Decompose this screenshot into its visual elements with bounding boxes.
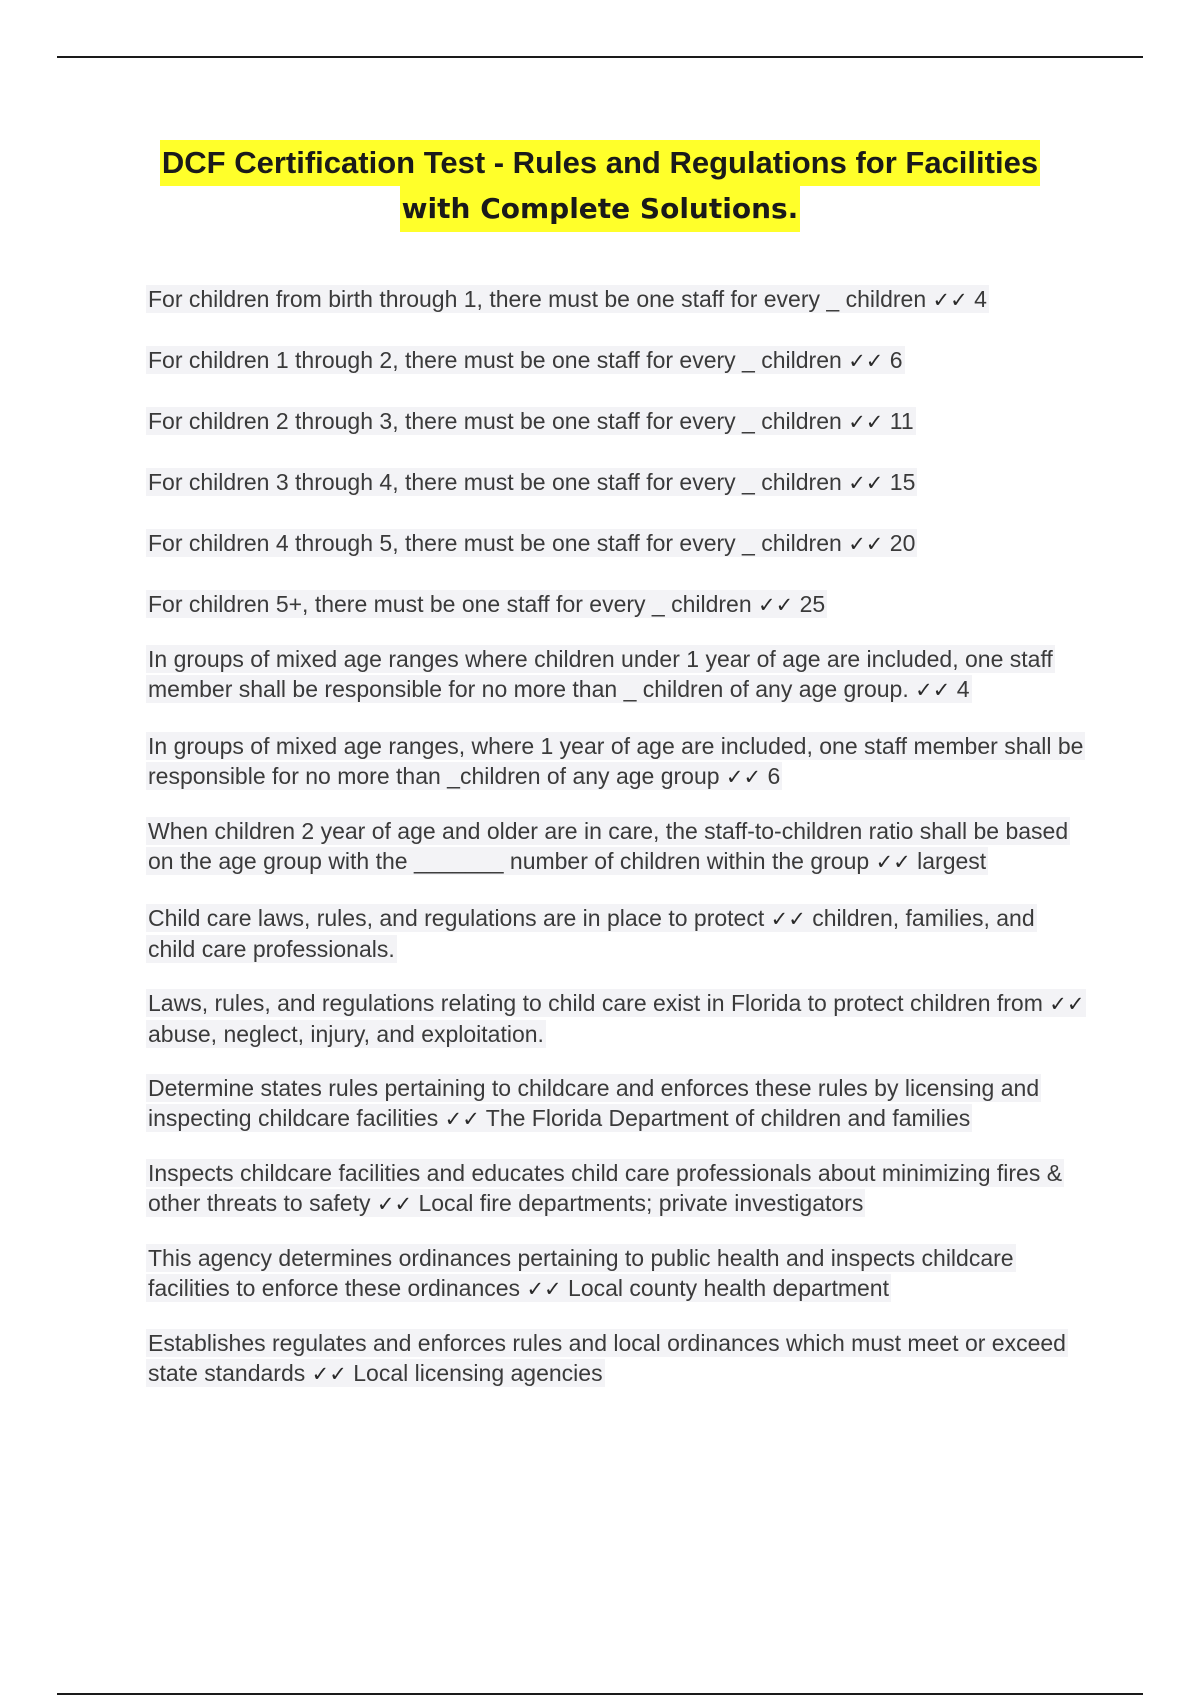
qa-text: [146, 1159, 1064, 1217]
qa-item: [146, 988, 1086, 1049]
question: In groups of mixed age ranges, where 1 year of age are included, one staff member shall be responsible for no more than _children of any age group: [148, 733, 1084, 789]
answer: 6: [767, 763, 781, 789]
question: Child care laws, rules, and regulations are in place to protect: [148, 905, 765, 931]
question: Laws, rules, and regulations relating to child care exist in Florida to protect children from: [148, 990, 1043, 1016]
qa-text: [146, 407, 916, 435]
qa-item: [146, 284, 1086, 315]
question: Establishes regulates and enforces rules and local ordinances which must meet or exceed state standards: [148, 1330, 1066, 1386]
qa-item: [146, 589, 1086, 620]
qa-item: [146, 1158, 1086, 1219]
question: For children 2 through 3, there must be one staff for every _ children: [148, 408, 842, 434]
answer: Local county health department: [568, 1275, 889, 1301]
qa-item: [146, 1243, 1086, 1304]
qa-text: [146, 989, 1086, 1048]
qa-item: [146, 816, 1086, 877]
title-line-2: with Complete Solutions.: [400, 186, 801, 232]
answer: 15: [889, 469, 916, 495]
check-icon: ✓✓: [770, 907, 806, 931]
check-icon: ✓✓: [848, 349, 884, 373]
question: In groups of mixed age ranges where children under 1 year of age are included, one staff member shall be responsible for no more than _ children of any age group.: [148, 646, 1053, 702]
question: Inspects childcare facilities and educates child care professionals about minimizing fires & other threats to safety: [148, 1160, 1063, 1216]
qa-text: [146, 1329, 1068, 1387]
qa-text: [146, 645, 1055, 703]
qa-item: [146, 644, 1086, 705]
answer: 4: [974, 286, 987, 312]
check-icon: ✓✓: [848, 532, 884, 556]
qa-item: [146, 731, 1086, 792]
qa-item: [146, 345, 1086, 376]
qa-text: [146, 285, 989, 313]
qa-list: [146, 284, 1086, 1389]
answer: Local fire departments; private investigators: [418, 1190, 864, 1216]
qa-item: [146, 406, 1086, 437]
qa-item: [146, 1328, 1086, 1389]
check-icon: ✓✓: [526, 1277, 562, 1301]
qa-text: [146, 817, 1070, 875]
qa-text: [146, 468, 917, 496]
qa-item: [146, 1073, 1086, 1134]
answer: 4: [956, 676, 970, 702]
qa-text: [146, 529, 917, 557]
check-icon: ✓✓: [1049, 992, 1085, 1016]
answer: 20: [889, 530, 916, 556]
question: For children 4 through 5, there must be one staff for every _ children: [148, 530, 842, 556]
qa-text: [146, 904, 1037, 963]
answer: 11: [889, 408, 914, 434]
question: When children 2 year of age and older are in care, the staff-to-children ratio shall be based on the age group with the _______ number of children within the group: [148, 818, 1069, 874]
document-title: [0, 140, 1200, 232]
question: For children 3 through 4, there must be one staff for every _ children: [148, 469, 842, 495]
title-line-1: DCF Certification Test - Rules and Regulations for Facilities: [160, 140, 1040, 186]
answer: 6: [889, 347, 903, 373]
check-icon: ✓✓: [915, 678, 951, 702]
check-icon: ✓✓: [932, 288, 968, 312]
answer: The Florida Department of children and families: [485, 1105, 971, 1131]
question: For children from birth through 1, there must be one staff for every _ children: [148, 286, 927, 312]
check-icon: ✓✓: [444, 1107, 480, 1131]
question: This agency determines ordinances pertaining to public health and inspects childcare facilities to enforce these ordinances: [148, 1245, 1014, 1301]
check-icon: ✓✓: [725, 765, 762, 789]
check-icon: ✓✓: [848, 410, 884, 434]
qa-item: [146, 528, 1086, 559]
question: For children 1 through 2, there must be one staff for every _ children: [148, 347, 842, 373]
question: For children 5+, there must be one staff for every _ children: [148, 591, 752, 617]
question: Determine states rules pertaining to childcare and enforces these rules by licensing and inspecting childcare facilities: [148, 1075, 1040, 1131]
answer: abuse, neglect, injury, and exploitation.: [148, 1021, 544, 1047]
qa-text: [146, 1244, 1016, 1302]
qa-text: [146, 732, 1085, 790]
check-icon: ✓✓: [758, 593, 794, 617]
qa-text: [146, 590, 827, 618]
header-rule: [57, 56, 1143, 58]
qa-item: [146, 903, 1086, 964]
check-icon: ✓✓: [311, 1362, 347, 1386]
check-icon: ✓✓: [848, 471, 884, 495]
check-icon: ✓✓: [376, 1192, 413, 1216]
check-icon: ✓✓: [875, 850, 911, 874]
answer: children, families, and child care professionals.: [148, 905, 1035, 962]
footer-rule: [57, 1693, 1143, 1695]
qa-text: [146, 346, 905, 374]
answer: Local licensing agencies: [353, 1360, 603, 1386]
qa-item: [146, 467, 1086, 498]
answer: 25: [799, 591, 826, 617]
answer: largest: [917, 848, 987, 874]
qa-text: [146, 1074, 1041, 1132]
